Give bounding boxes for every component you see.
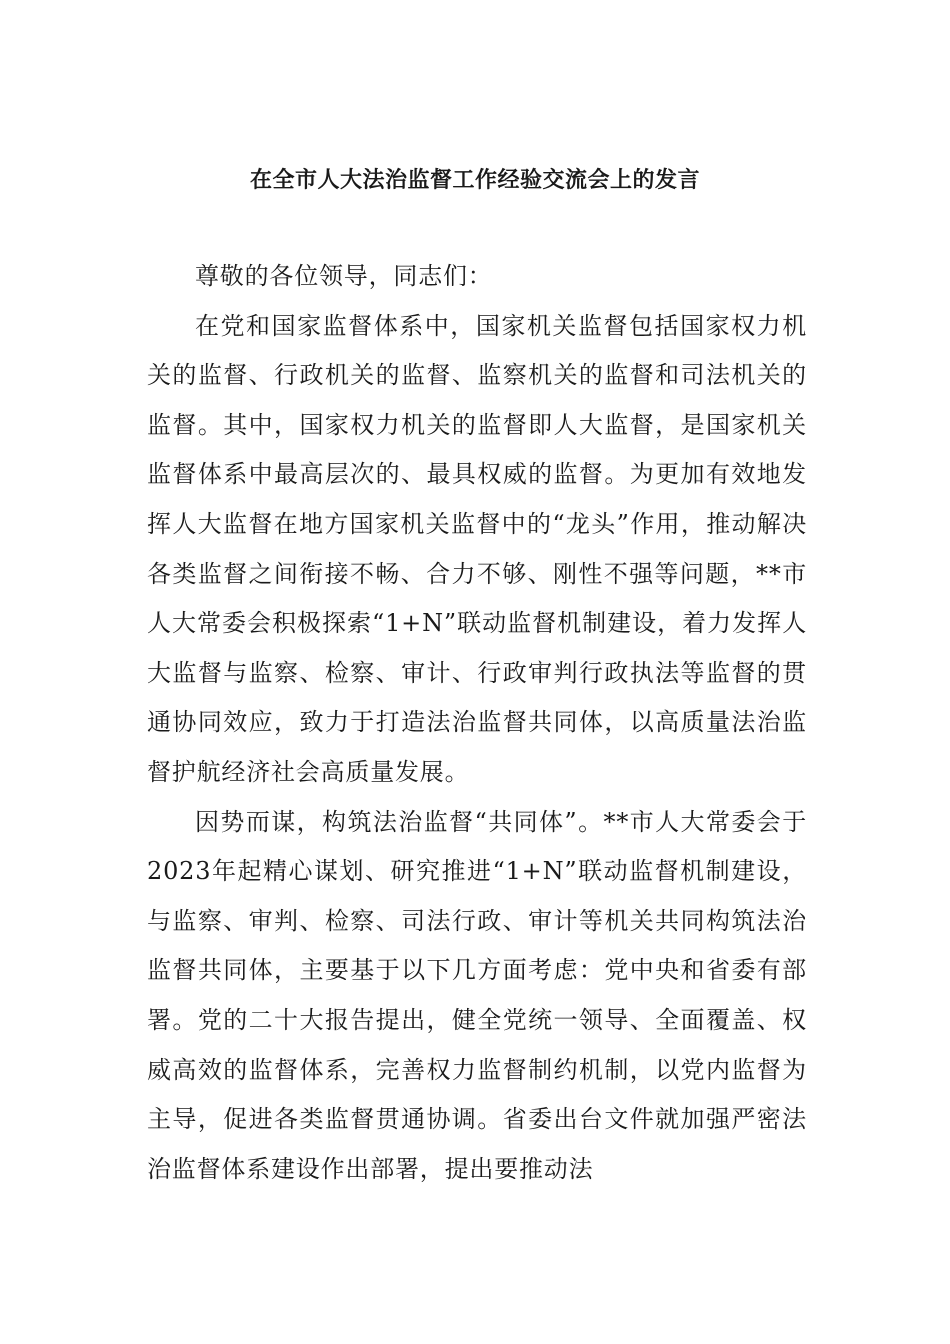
paragraph-2: 因势而谋，构筑法治监督“共同体”。**市人大常委会于2023年起精心谋划、研究推进“1+N”联动监督机制建设，与监察、审判、检察、司法行政、审计等机关共同构筑法治监督共同体，主要基于以下几方面考虑：党中央和省委有部署。党的二十大报告提出，健全党统一领导、全面覆盖、权威高效的监督体系，完善权力监督制约机制，以党内监督为主导，促进各类监督贯通协调。省委出台文件就加强严密法治监督体系建设作出部署，提出要推动法: [147, 807, 807, 1183]
paragraph-1: 在党和国家监督体系中，国家机关监督包括国家权力机关的监督、行政机关的监督、监察机关的监督和司法机关的监督。其中，国家权力机关的监督即人大监督，是国家机关监督体系中最高层次的、最具权威的监督。为更加有效地发挥人大监督在地方国家机关监督中的“龙头”作用，推动解决各类监督之间衔接不畅、合力不够、刚性不强等问题，**市人大常委会积极探索“1+N”联动监督机制建设，着力发挥人大监督与监察、检察、审计、行政审判行政执法等监督的贯通协同效应，致力于打造法治监督共同体，以高质量法治监督护航经济社会高质量发展。: [147, 311, 807, 786]
document-body: [147, 252, 807, 1194]
document-title: 在全市人大法治监督工作经验交流会上的发言: [249, 167, 700, 193]
salutation: 尊敬的各位领导，同志们：: [195, 262, 493, 290]
